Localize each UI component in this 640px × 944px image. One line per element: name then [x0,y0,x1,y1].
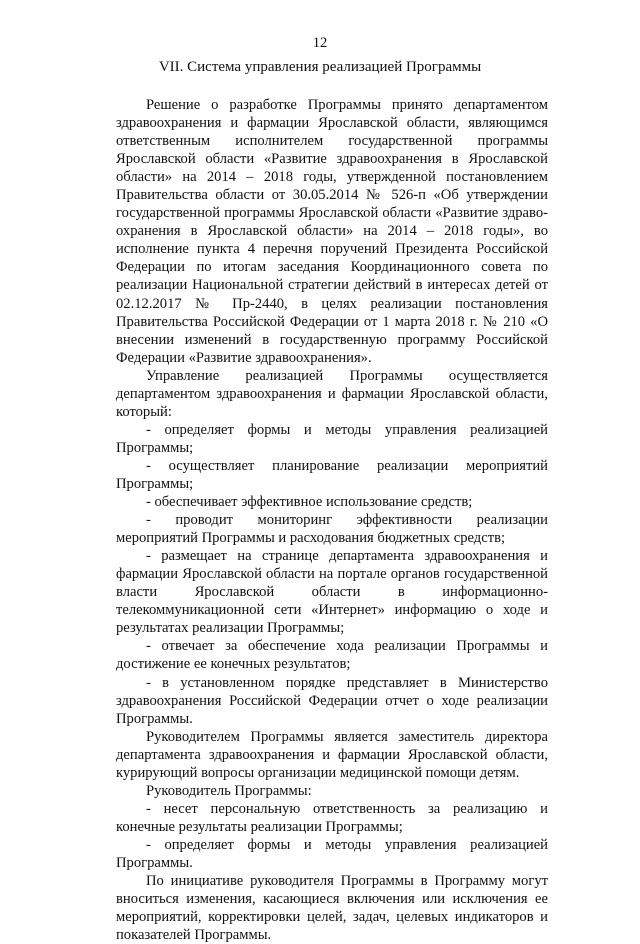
paragraph-program-basis: Решение о разработке Программы принято департаментом здравоохранения и фармации Ярославской области, являющимся ответственным исполнителем государственной программы Ярославской области «Развитие здравоохранения в Ярославской области» на 2014 – 2018 годы, утвержденной постановлением Правительства области от 30.05.2014 № 526-п «Об утверждении государственной программы Ярославской области «Развитие здравоохранения в Ярославской области» на 2014 – 2018 годы», во исполнение пункта 4 перечня поручений Президента Российской Федерации по итогам заседания Координационного совета по реализации Национальной стратегии действий в интересах детей от 02.12.2017 № Пр-2440, в целях реализации постановления Правительства Российской Федерации от 1 марта 2018 г. № 210 «О внесении изменений в государственную программу Российской Федерации «Развитие здравоохранения». [116,97,548,366]
section-title: VII. Система управления реализацией Программы [158,59,482,75]
list-item-responsibility: - несет персональную ответственность за реализацию и конечные результаты реализации Программы; [116,800,548,835]
paragraph-program-head: Руководителем Программы является заместитель директора департамента здравоохранения и фармации Ярославской области, курирующий вопросы организации медицинской помощи детям. [116,728,548,781]
page-number: 12 [312,35,328,51]
section-body [116,96,548,944]
list-item-monitoring: - проводит мониторинг эффективности реализации мероприятий Программы и расходования бюджетных средств; [116,512,548,547]
list-item-publishing: - размещает на странице департамента здравоохранения и фармации Ярославской области на портале органов государственной власти Ярославской области в информационно-телекоммуникационной сети «Интернет» информацию о ходе и результатах реализации Программы; [116,548,548,637]
list-item-efficient-use: - обеспечивает эффективное использование средств; [146,494,473,511]
list-item-forms-methods: - определяет формы и методы управления реализацией Программы; [116,421,548,456]
list-item-reporting: - в установленном порядке представляет в Министерство здравоохранения Российской Федерации отчет о ходе реализации Программы. [116,674,548,727]
list-item-planning: - осуществляет планирование реализации мероприятий Программы; [116,457,548,492]
paragraph-amendments: По инициативе руководителя Программы в Программу могут вноситься изменения, касающиеся включения или исключения ее мероприятий, корректировки целей, задач, целевых индикаторов и показателей Программы. [116,873,548,944]
paragraph-head-duties-intro: Руководитель Программы: [146,782,312,799]
list-item-results: - отвечает за обеспечение хода реализации Программы и достижение ее конечных результатов; [116,638,548,673]
paragraph-management-intro: Управление реализацией Программы осуществляется департаментом здравоохранения и фармации Ярославской области, который: [116,367,548,420]
list-item-head-forms-methods: - определяет формы и методы управления реализацией Программы. [116,836,548,871]
